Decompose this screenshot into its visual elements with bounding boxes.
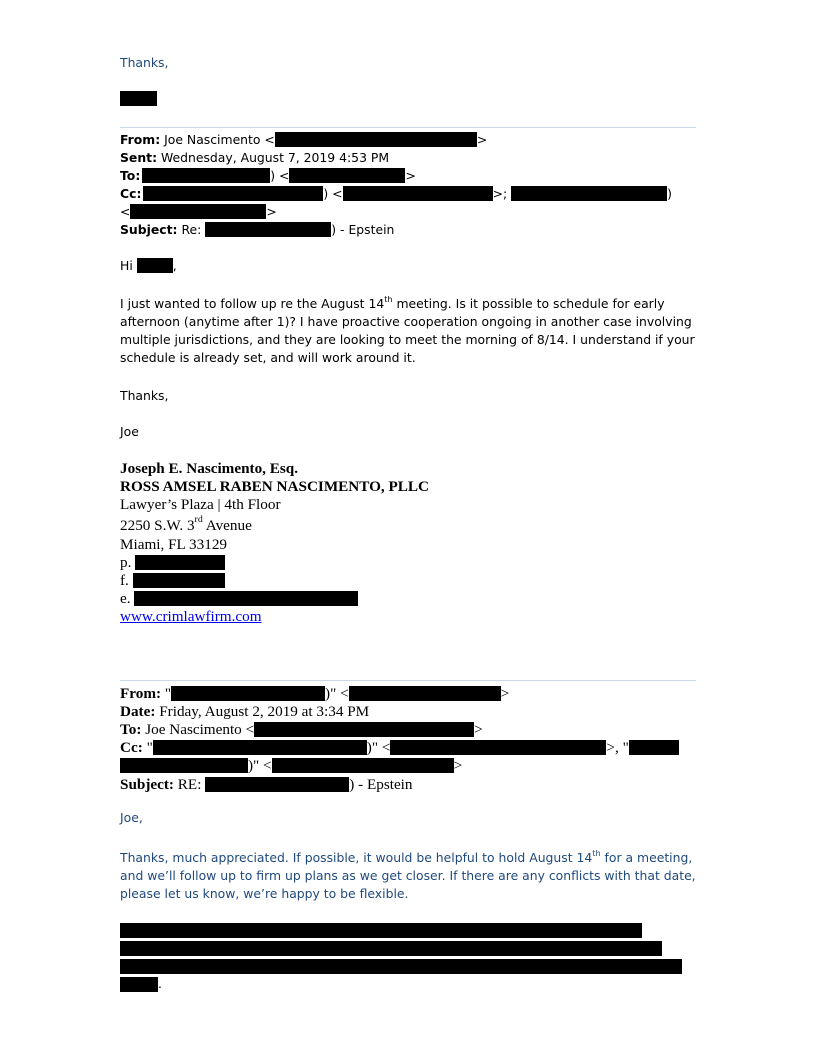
redaction-bar [171,686,325,701]
cc-label: Cc: [120,739,143,756]
to-label: To: [120,721,142,738]
website-link[interactable]: www.crimlawfirm.com [120,608,262,625]
email2-cc-line: Cc: " )" < >, " [120,739,679,757]
redaction-bar [120,959,682,974]
signature-firm: ROSS AMSEL RABEN NASCIMENTO, PLLC [120,478,430,495]
redaction-bar [120,758,248,773]
from-label: From: [120,132,161,147]
redaction-bar [205,222,331,237]
signature-phone: p. [120,554,225,572]
email1-to-line: To: ) < > [120,168,416,183]
subject-label: Subject: [120,222,178,237]
redaction-bar [289,168,405,183]
from-label: From: [120,685,162,702]
subject-suffix: ) - Epstein [349,776,413,793]
header-divider [120,127,696,128]
redaction-bar [629,740,679,755]
signature-email: e. [120,590,358,608]
subject-prefix: RE: [177,776,202,793]
ordinal-suffix: th [384,294,393,304]
redaction-bar [137,258,173,273]
redaction-bar [120,923,642,938]
closing-text: Thanks, [120,55,169,70]
email1-subject-line [120,221,394,239]
period-mark: . [158,976,162,991]
email1-sign-name: Joe [120,424,139,439]
from-name: Joe Nascimento < [164,132,275,147]
cc-label: Cc: [120,186,142,201]
email1-cc-line-cont: < > [120,204,277,219]
email1-closing: Thanks, [120,388,169,403]
redaction-bar [511,186,667,201]
email1-body [120,295,696,367]
redaction-bar [135,555,225,570]
to-label: To: [120,168,141,183]
signature-address-1: Lawyer’s Plaza | 4th Floor [120,496,281,513]
redaction-bar [120,941,662,956]
redaction-bar [343,186,493,201]
redaction-bar [153,740,367,755]
redaction-bar [349,686,501,701]
redaction-bar [143,186,323,201]
email2-cc-line-cont: )" < > [120,757,462,775]
signature-address-3: Miami, FL 33129 [120,536,228,553]
redaction-bar [254,722,474,737]
redaction-bar [120,91,157,106]
email1-sent-line [120,149,389,167]
body-text: Thanks, much appreciated. If possible, it would be helpful to hold August 14 [120,850,593,865]
email1-cc-line: Cc: ) < >; ) [120,186,672,201]
redaction-bar [275,132,477,147]
body-text-cont: meeting. Is it possible to schedule for early afternoon (anytime after 1)? I have proactive cooperation ongoing in another case involving multiple jurisdictions, and they are looking to meet the morning of 8/14. I understand if your schedule is already set, and will work around it. [120,296,695,365]
header-divider [120,680,696,681]
to-name: Joe Nascimento < [145,721,255,738]
redaction-bar [120,977,158,992]
email2-subject-line [120,776,413,794]
body-text-cont: for a meeting, and we’ll follow up to firm up plans as we get closer. If there are any conflicts with that date, please let us know, we’re happy to be flexible. [120,850,696,901]
redaction-bar [130,204,266,219]
redaction-bar [133,573,225,588]
date-value: Friday, August 2, 2019 at 3:34 PM [159,703,370,720]
redaction-bar [134,591,358,606]
signature-address-2: 2250 S.W. 3rd Avenue [120,514,252,534]
subject-prefix: Re: [181,222,202,237]
email1-from-line: From: Joe Nascimento < > [120,132,488,147]
signature-fax: f. [120,572,225,590]
subject-label: Subject: [120,776,174,793]
email2-from-line: From: " )" < > [120,685,510,702]
redaction-bar [205,777,349,792]
date-label: Date: [120,703,156,720]
sent-value: Wednesday, August 7, 2019 4:53 PM [160,150,390,165]
subject-suffix: ) - Epstein [331,222,395,237]
greeting-text: Hi [120,258,133,273]
email2-date-line [120,703,369,721]
ordinal-suffix: th [592,848,601,858]
email2-body [120,849,696,903]
redaction-bar [142,168,270,183]
email1-greeting: Hi , [120,258,177,273]
redaction-bar [390,740,606,755]
email2-to-line: To: Joe Nascimento < > [120,721,483,738]
redaction-bar [272,758,454,773]
body-text: I just wanted to follow up re the August 14 [120,296,385,311]
email2-greeting: Joe, [120,810,143,825]
signature-website[interactable] [120,608,262,626]
sent-label: Sent: [120,150,158,165]
signature-name: Joseph E. Nascimento, Esq. [120,460,299,477]
